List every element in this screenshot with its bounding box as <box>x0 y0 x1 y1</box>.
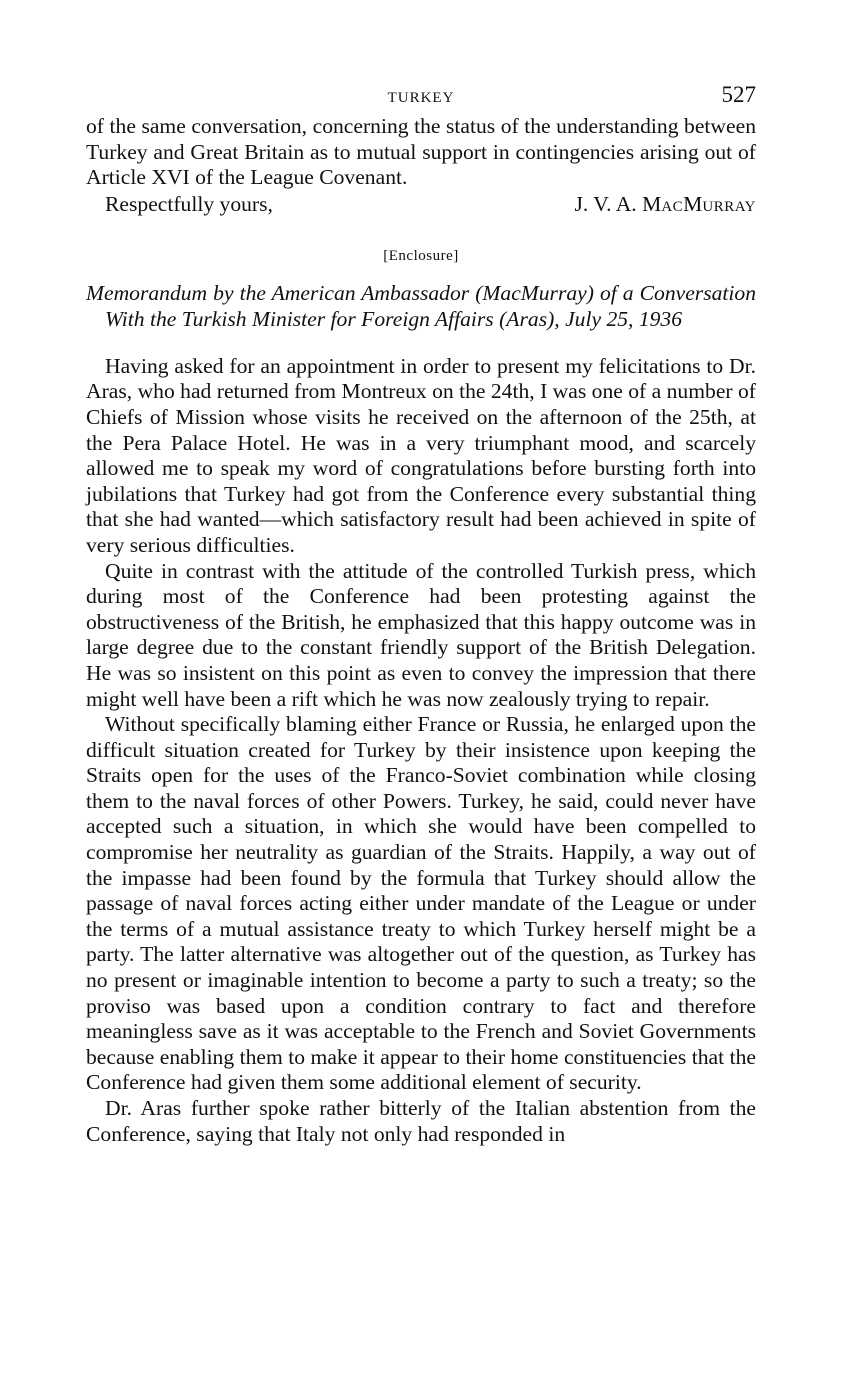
memo-paragraph: Having asked for an appointment in order to present my felicitations to Dr. Aras, who had returned from Montreux on the 24th, I was one of a number of Chiefs of Mission whose visits he received on the afternoon of the 25th, at the Pera Palace Hotel. He was in a very triumphant mood, and scarcely allowed me to speak my word of congratulations before bursting forth into jubilations that Turkey had got from the Conference every substantial thing that she had wanted—which satisfactory result had been achieved in spite of very serious difficulties. <box>86 353 756 557</box>
signature-capital-2: M <box>683 191 703 216</box>
signature-small-caps-1: AC <box>661 198 684 215</box>
salutation: Respectfully yours, <box>105 191 273 216</box>
running-head <box>86 80 756 114</box>
letter-closing <box>86 192 756 218</box>
memorandum-body <box>86 354 756 1147</box>
memorandum-title: Memorandum by the American Ambassador (MacMurray) of a Conversation With the Turkish Minister for Foreign Affairs (Aras), July 25, 1936 <box>86 280 756 331</box>
enclosure-label: [Enclosure] <box>383 247 459 264</box>
signature-small-caps-2: URRAY <box>702 198 756 215</box>
document-page <box>86 80 756 1147</box>
running-title: TURKEY <box>387 90 455 106</box>
memo-paragraph: Quite in contrast with the attitude of the controlled Turkish press, which during most of the Conference had been protesting against the obstructiveness of the British, he emphasized that this happy outcome was in large degree due to the constant friendly support of the British Delegation. He was so insistent on this point as even to convey the impression that there might well have been a rift which he was now zealously trying to repair. <box>86 558 756 711</box>
page-number: 527 <box>721 82 756 107</box>
memo-paragraph: Dr. Aras further spoke rather bitterly of the Italian abstention from the Conference, saying that Italy not only had responded in <box>86 1096 756 1146</box>
letter-closing-paragraph: of the same conversation, concerning the status of the understanding between Turkey and Great Britain as to mutual support in contingencies arising out of Article XVI of the League Covenant. <box>86 114 756 190</box>
signature <box>574 192 756 221</box>
signature-initials: J. V. A. M <box>574 191 662 216</box>
memo-paragraph: Without specifically blaming either France or Russia, he enlarged upon the difficult situation created for Turkey by their insistence upon keeping the Straits open for the uses of the Franco-Soviet combination while closing them to the naval forces of other Powers. Turkey, he said, could never have accepted such a situation, in which she would have been compelled to compromise her neutrality as guardian of the Straits. Happily, a way out of the impasse had been found by the formula that Turkey should allow the passage of naval forces acting either under mandate of the League or under the terms of a mutual assistance treaty to which Turkey herself might be a party. The latter alternative was altogether out of the question, as Turkey has no present or imaginable intention to become a party to such a treaty; so the proviso was based upon a condition contrary to fact and therefore meaningless save as it was acceptable to the French and Soviet Governments because enabling them to make it appear to their home constituencies that the Conference had given them some additional element of security. <box>86 712 756 1095</box>
